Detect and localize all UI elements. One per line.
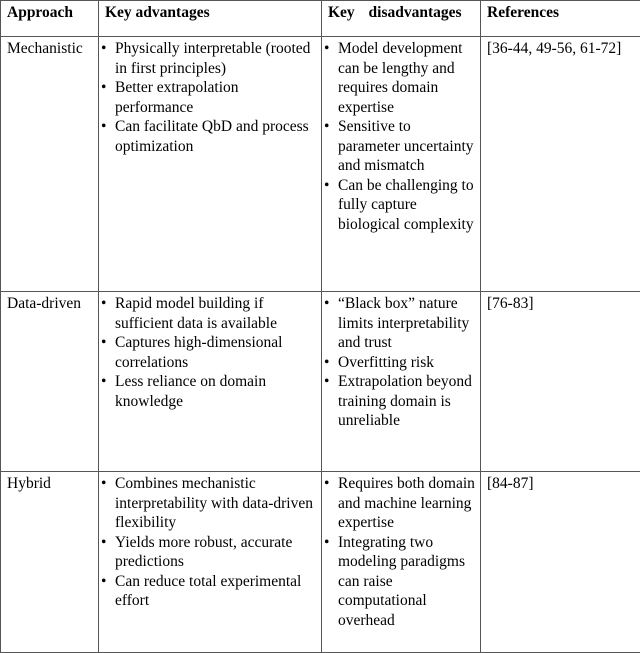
references-cell: [76-83] bbox=[481, 292, 640, 472]
list-item: • Combines mechanistic interpretability with data-driven flexibility bbox=[101, 474, 317, 533]
list-item: • Can be challenging to fully capture biological complexity bbox=[324, 176, 476, 235]
list-item: • Overfitting risk bbox=[324, 353, 476, 373]
approach-cell: Mechanistic bbox=[1, 37, 99, 292]
advantages-cell bbox=[99, 472, 322, 653]
table-row bbox=[1, 472, 640, 653]
list-item: • Better extrapolation performance bbox=[101, 78, 317, 117]
list-item: • Can facilitate QbD and process optimization bbox=[101, 117, 317, 156]
disadvantages-cell bbox=[322, 37, 481, 292]
references-cell: [84-87] bbox=[481, 472, 640, 653]
disadvantages-cell bbox=[322, 472, 481, 653]
table-row bbox=[1, 292, 640, 472]
header-disadvantages: Key disadvantages bbox=[322, 1, 481, 37]
header-row bbox=[1, 1, 640, 37]
advantages-cell bbox=[99, 37, 322, 292]
list-item: • Less reliance on domain knowledge bbox=[101, 372, 317, 411]
list-item: • Yields more robust, accurate predictions bbox=[101, 533, 317, 572]
references-cell: [36-44, 49-56, 61-72] bbox=[481, 37, 640, 292]
header-approach: Approach bbox=[1, 1, 99, 37]
disadvantages-cell bbox=[322, 292, 481, 472]
list-item: • Physically interpretable (rooted in first principles) bbox=[101, 39, 317, 78]
list-item: • Model development can be lengthy and requires domain expertise bbox=[324, 39, 476, 117]
list-item: • Integrating two modeling paradigms can raise computational overhead bbox=[324, 533, 476, 631]
list-item: • Extrapolation beyond training domain is unreliable bbox=[324, 372, 476, 431]
list-item: • Sensitive to parameter uncertainty and mismatch bbox=[324, 117, 476, 176]
header-advantages: Key advantages bbox=[99, 1, 322, 37]
list-item: • Can reduce total experimental effort bbox=[101, 572, 317, 611]
header-references: References bbox=[481, 1, 640, 37]
approach-cell: Data-driven bbox=[1, 292, 99, 472]
list-item: • Rapid model building if sufficient data is available bbox=[101, 294, 317, 333]
list-item: • “Black box” nature limits interpretability and trust bbox=[324, 294, 476, 353]
list-item: • Requires both domain and machine learning expertise bbox=[324, 474, 476, 533]
advantages-cell bbox=[99, 292, 322, 472]
approach-cell: Hybrid bbox=[1, 472, 99, 653]
list-item: • Captures high-dimensional correlations bbox=[101, 333, 317, 372]
table-row bbox=[1, 37, 640, 292]
